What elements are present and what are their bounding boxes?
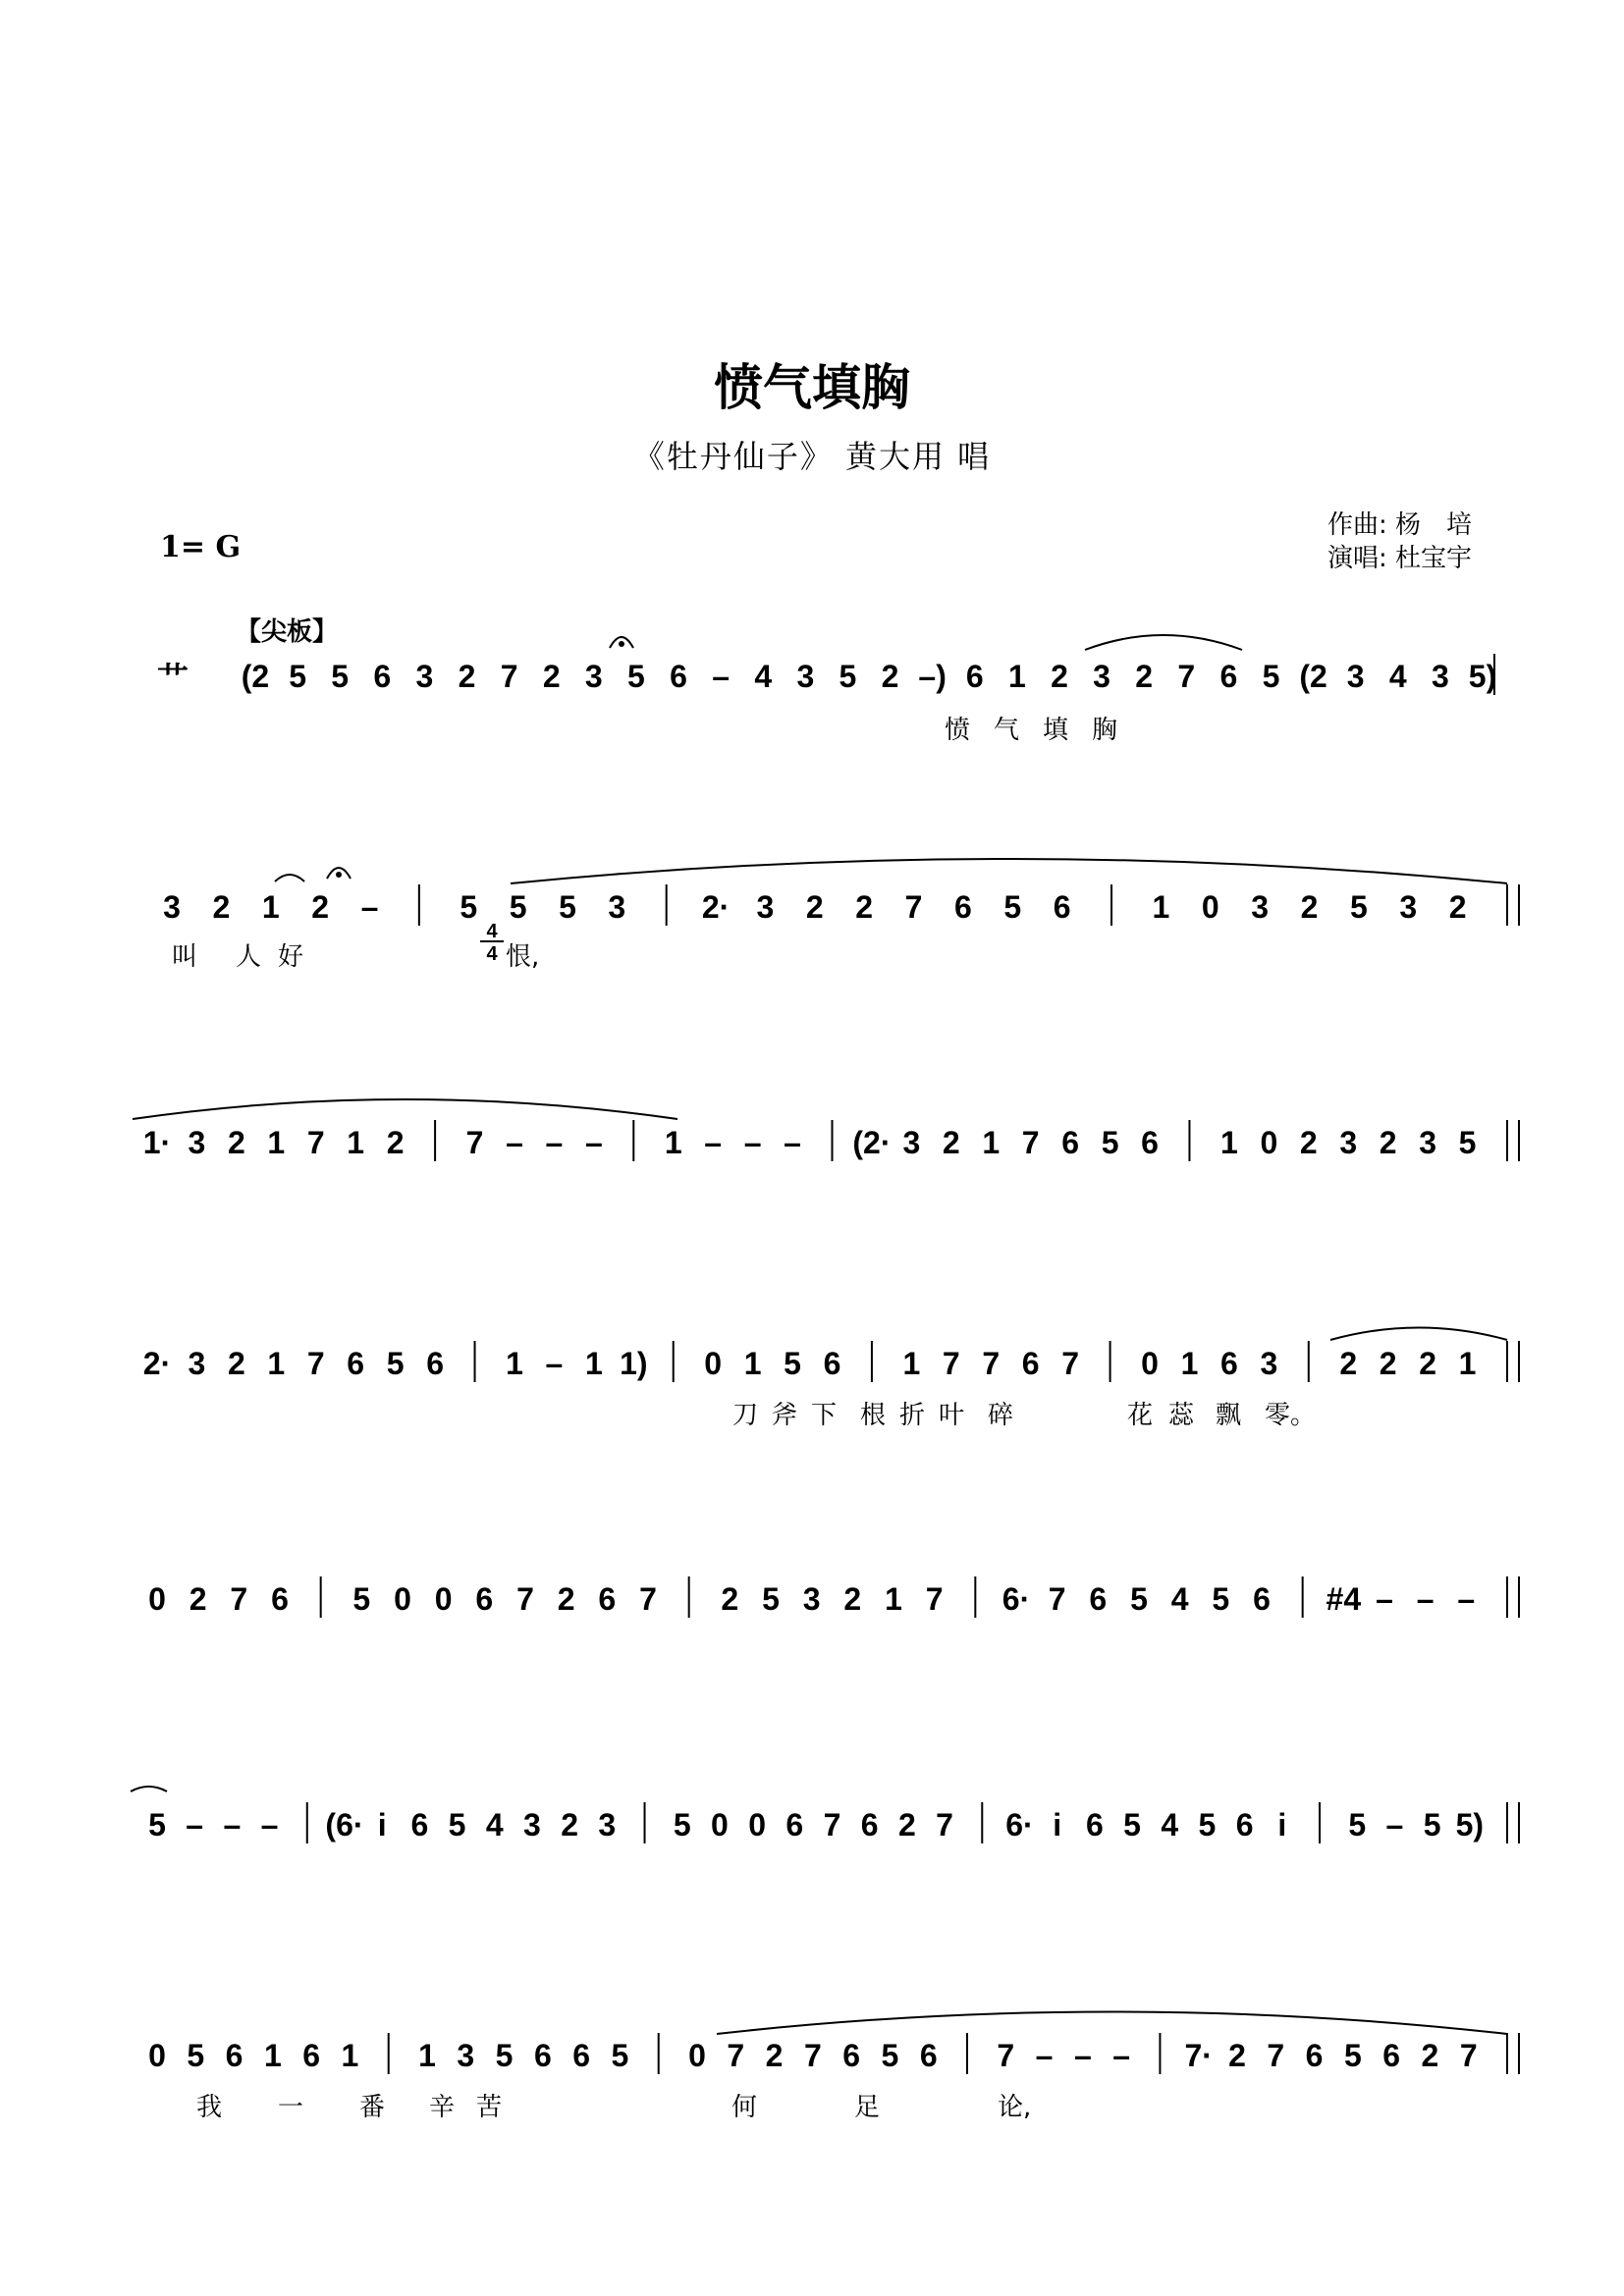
note: 1 <box>902 1346 921 1381</box>
note: 5 <box>1458 1125 1477 1160</box>
note: 7 <box>803 2038 822 2073</box>
lyric-char: 恨, <box>506 942 540 972</box>
note: 5 <box>784 1346 801 1381</box>
note: 7 <box>306 1346 325 1381</box>
note: 6 <box>823 1346 841 1381</box>
note: 2 <box>1300 889 1319 925</box>
note: 2· <box>142 1346 172 1381</box>
note: 2 <box>1419 1346 1437 1381</box>
lyric-char: 花 <box>1127 1401 1154 1430</box>
note: 3 <box>188 1125 206 1160</box>
note: – <box>545 1125 564 1160</box>
note: 1 <box>347 1125 365 1160</box>
note: 6 <box>1382 2038 1401 2073</box>
note: 6 <box>347 1346 365 1381</box>
note: – <box>712 659 731 694</box>
note: 5 <box>460 889 478 925</box>
note: 2 <box>212 889 231 925</box>
note: 3 <box>802 1581 821 1617</box>
lyric-char: 刀 <box>732 1401 759 1430</box>
note: 2 <box>557 1581 575 1617</box>
note: 1 <box>743 1346 762 1381</box>
note: 5 <box>148 1807 166 1842</box>
note: 6· <box>1001 1581 1031 1617</box>
note: #4 <box>1326 1581 1362 1617</box>
note: 6 <box>271 1581 289 1617</box>
note: 5 <box>1349 889 1368 925</box>
slur <box>133 1099 677 1119</box>
note: 5 <box>352 1581 371 1617</box>
note: 5 <box>495 2038 514 2073</box>
note: 5 <box>673 1807 691 1842</box>
note: 6 <box>954 889 972 925</box>
lyric-char: 气 <box>994 716 1020 745</box>
note: 2 <box>1379 1346 1397 1381</box>
note: 6 <box>373 659 392 694</box>
note: 7 <box>639 1581 657 1617</box>
note: 5 <box>1423 1807 1441 1842</box>
note: – <box>545 1346 564 1381</box>
lyric-char: 论, <box>998 2093 1032 2122</box>
note: 6 <box>670 659 687 694</box>
note: 6 <box>1061 1125 1080 1160</box>
note: 4 <box>754 659 773 694</box>
note: 7 <box>1459 2038 1478 2073</box>
note: 3 <box>756 889 775 925</box>
slur <box>1085 635 1242 650</box>
note: 3 <box>1431 659 1449 694</box>
lyric-char: 番 <box>359 2093 386 2122</box>
note: 4 <box>1161 1807 1179 1842</box>
note: 2 <box>311 889 330 925</box>
note: 6 <box>1235 1807 1254 1842</box>
note: – <box>584 1125 603 1160</box>
note: – <box>506 1125 523 1160</box>
note: 6 <box>598 1581 617 1617</box>
note: 3 <box>584 659 603 694</box>
fermata-dot <box>619 641 624 647</box>
lyric-char: 碎 <box>988 1401 1014 1430</box>
note: 2 <box>386 1125 405 1160</box>
song-subtitle: 《牡丹仙子》 黄大用 唱 <box>632 438 992 475</box>
section-label: 【尖板】 <box>236 617 339 647</box>
note: 3 <box>1419 1125 1437 1160</box>
note: 7 <box>1021 1125 1040 1160</box>
note: 5 <box>386 1346 405 1381</box>
lyric-char: 胸 <box>1092 716 1118 745</box>
note: 2 <box>721 1581 739 1617</box>
note: 3 <box>415 659 434 694</box>
note: 6 <box>1021 1346 1040 1381</box>
note: 5 <box>187 2038 205 2073</box>
note: – <box>1035 2038 1054 2073</box>
score-systems <box>131 635 1519 2122</box>
composer-credit: 作曲: 杨 培 <box>1327 510 1473 540</box>
note: 6 <box>1219 659 1238 694</box>
note: 6 <box>426 1346 444 1381</box>
free-meter-sign: 艹 <box>157 661 189 696</box>
note: – <box>1416 1581 1435 1617</box>
note: 2 <box>881 659 899 694</box>
lyric-char: 愤 <box>945 716 971 745</box>
lyric-char: 折 <box>899 1401 926 1430</box>
note: 3 <box>163 889 181 925</box>
note: 6 <box>1220 1346 1238 1381</box>
lyric-char: 下 <box>811 1401 838 1430</box>
note: 3 <box>1399 889 1418 925</box>
note: 7 <box>500 659 518 694</box>
note: 1 <box>267 1346 286 1381</box>
note: i <box>1277 1807 1287 1842</box>
note: 3 <box>1260 1346 1278 1381</box>
note: 0 <box>1260 1125 1278 1160</box>
note: 6· <box>1005 1807 1034 1842</box>
note: 6 <box>965 659 984 694</box>
song-title: 愤气填胸 <box>714 359 910 416</box>
note: 5 <box>881 2038 899 2073</box>
note: 1 <box>341 2038 359 2073</box>
note: 7 <box>516 1581 534 1617</box>
note: 5 <box>1198 1807 1217 1842</box>
note: – <box>1376 1581 1393 1617</box>
note: 5 <box>1123 1807 1141 1842</box>
note: 4 <box>1388 659 1407 694</box>
note: 1 <box>885 1581 902 1617</box>
note: 2 <box>1448 889 1467 925</box>
note: 6 <box>860 1807 879 1842</box>
note: 2 <box>843 1581 862 1617</box>
note: – <box>743 1125 762 1160</box>
note: 6 <box>475 1581 494 1617</box>
note: 0 <box>1141 1346 1159 1381</box>
note: 7 <box>1177 659 1196 694</box>
note: 5 <box>1343 2038 1362 2073</box>
note: (2 <box>241 659 270 694</box>
note: 2 <box>542 659 561 694</box>
note: –) <box>918 659 947 694</box>
note: – <box>186 1807 204 1842</box>
note: 7 <box>1048 1581 1066 1617</box>
note: 2 <box>1228 2038 1246 2073</box>
note: (2 <box>1299 659 1327 694</box>
lyric-char: 零。 <box>1265 1401 1317 1430</box>
note: 1 <box>267 1125 286 1160</box>
note: 5 <box>839 659 857 694</box>
note: (6· <box>325 1807 364 1842</box>
note: 1 <box>1220 1125 1238 1160</box>
note: 3 <box>598 1807 617 1842</box>
note: 5 <box>1348 1807 1367 1842</box>
tie <box>275 875 304 881</box>
lyric-char: 人 <box>236 942 262 972</box>
note: 2 <box>1051 659 1068 694</box>
note: 6 <box>1253 1581 1271 1617</box>
note: 1 <box>982 1125 1001 1160</box>
note: 7 <box>823 1807 841 1842</box>
note: 7 <box>904 889 923 925</box>
note: 2 <box>897 1807 916 1842</box>
lyric-char: 我 <box>196 2093 223 2122</box>
note: 2 <box>942 1125 960 1160</box>
note: 0 <box>688 2038 706 2073</box>
note: 1 <box>1007 659 1026 694</box>
note: 2 <box>1339 1346 1358 1381</box>
note: 6 <box>785 1807 804 1842</box>
note: 7 <box>1061 1346 1080 1381</box>
note: 6 <box>1305 2038 1324 2073</box>
lyric-char: 飘 <box>1216 1401 1242 1430</box>
note: 5 <box>762 1581 780 1617</box>
time-signature-top: 4 <box>486 921 498 942</box>
note: 3 <box>1251 889 1270 925</box>
note: 7 <box>942 1346 960 1381</box>
note: 5 <box>627 659 645 694</box>
lyric-char: 苦 <box>476 2093 503 2122</box>
note: 5 <box>1101 1125 1119 1160</box>
note: 2· <box>701 889 731 925</box>
singer-credit: 演唱: 杜宝宇 <box>1327 544 1473 573</box>
note: – <box>704 1125 723 1160</box>
note: 5) <box>1455 1807 1485 1842</box>
lyric-char: 好 <box>278 942 304 972</box>
note: 5 <box>611 2038 629 2073</box>
note: 6 <box>410 1807 429 1842</box>
note: 1 <box>1180 1346 1199 1381</box>
note: 7 <box>1267 2038 1285 2073</box>
note: – <box>1073 2038 1092 2073</box>
note: 0 <box>148 1581 166 1617</box>
note: 7 <box>982 1346 1001 1381</box>
note: – <box>1457 1581 1476 1617</box>
note: 6 <box>1085 1807 1104 1842</box>
note: 6 <box>842 2038 861 2073</box>
note: 5) <box>1468 659 1497 694</box>
note: 6 <box>302 2038 321 2073</box>
lyric-char: 足 <box>854 2093 881 2122</box>
key-signature: 1= G <box>160 530 242 564</box>
note: 6 <box>1089 1581 1108 1617</box>
note: 1) <box>620 1346 648 1381</box>
note: 7 <box>925 1581 944 1617</box>
note: 2 <box>1421 2038 1439 2073</box>
note: – <box>360 889 379 925</box>
lyric-char: 斧 <box>772 1401 798 1430</box>
note: 3 <box>1339 1125 1358 1160</box>
note: 2 <box>458 659 476 694</box>
note: 7 <box>306 1125 325 1160</box>
note: 0 <box>1201 889 1219 925</box>
note: 1 <box>1152 889 1170 925</box>
note: 2 <box>1379 1125 1397 1160</box>
note: 5 <box>559 889 576 925</box>
note: 1 <box>418 2038 436 2073</box>
note: 6 <box>533 2038 552 2073</box>
slur <box>1330 1328 1507 1341</box>
note: – <box>784 1125 801 1160</box>
note: 1 <box>584 1346 603 1381</box>
lyric-char: 叶 <box>939 1401 965 1430</box>
note: 6 <box>1141 1125 1159 1160</box>
note: 2 <box>227 1346 245 1381</box>
note: 1 <box>261 889 280 925</box>
note: 7 <box>230 1581 248 1617</box>
lyric-char: 一 <box>278 2093 304 2122</box>
note: 3 <box>457 2038 475 2073</box>
lyric-char: 何 <box>731 2093 758 2122</box>
note: 6 <box>919 2038 938 2073</box>
note: 3 <box>1346 659 1365 694</box>
note: 1 <box>506 1346 523 1381</box>
lyric-char: 根 <box>860 1401 887 1430</box>
note: 7 <box>465 1125 484 1160</box>
note: 0 <box>748 1807 767 1842</box>
note: 0 <box>434 1581 453 1617</box>
note: 3 <box>1093 659 1110 694</box>
note: 4 <box>1170 1581 1189 1617</box>
note: 3 <box>523 1807 541 1842</box>
note: 2 <box>1135 659 1154 694</box>
note: 4 <box>485 1807 504 1842</box>
note: – <box>1385 1807 1404 1842</box>
note: 2 <box>805 889 824 925</box>
note: (2· <box>852 1125 892 1160</box>
note: – <box>260 1807 279 1842</box>
note: 6 <box>572 2038 591 2073</box>
lyric-char: 叫 <box>172 942 198 972</box>
note: 1 <box>664 1125 682 1160</box>
slur <box>511 859 1507 883</box>
note: 3 <box>608 889 626 925</box>
lyric-char: 蕊 <box>1168 1401 1195 1430</box>
note: i <box>1053 1807 1062 1842</box>
note: 5 <box>448 1807 466 1842</box>
note: 2 <box>855 889 874 925</box>
note: 0 <box>704 1346 723 1381</box>
note: 1· <box>142 1125 172 1160</box>
time-signature-bottom: 4 <box>486 943 498 965</box>
note: 5 <box>1130 1581 1148 1617</box>
note: 6 <box>1053 889 1071 925</box>
note: – <box>223 1807 242 1842</box>
note: 5 <box>509 889 527 925</box>
note: 3 <box>902 1125 921 1160</box>
note: 1 <box>263 2038 282 2073</box>
note: 1 <box>1458 1346 1477 1381</box>
note: i <box>377 1807 387 1842</box>
note: 0 <box>394 1581 411 1617</box>
note: 7 <box>936 1807 953 1842</box>
slur <box>717 2012 1507 2035</box>
fermata-dot <box>336 872 342 878</box>
note: 5 <box>1212 1581 1230 1617</box>
note: 2 <box>227 1125 245 1160</box>
note: 3 <box>188 1346 206 1381</box>
note: 7 <box>997 2038 1015 2073</box>
note: 0 <box>148 2038 166 2073</box>
lyric-char: 填 <box>1043 716 1069 745</box>
note: 0 <box>711 1807 729 1842</box>
lyric-char: 辛 <box>429 2093 456 2122</box>
note: 7· <box>1184 2038 1213 2073</box>
note: – <box>1112 2038 1131 2073</box>
note: 2 <box>765 2038 784 2073</box>
note: 5 <box>331 659 350 694</box>
tie <box>131 1787 167 1791</box>
note: 3 <box>796 659 815 694</box>
note: 5 <box>1262 659 1280 694</box>
note: 5 <box>289 659 307 694</box>
note: 7 <box>727 2038 745 2073</box>
note: 2 <box>561 1807 579 1842</box>
note: 6 <box>225 2038 244 2073</box>
note: 2 <box>1299 1125 1318 1160</box>
note: 2 <box>189 1581 207 1617</box>
note: 5 <box>1003 889 1022 925</box>
